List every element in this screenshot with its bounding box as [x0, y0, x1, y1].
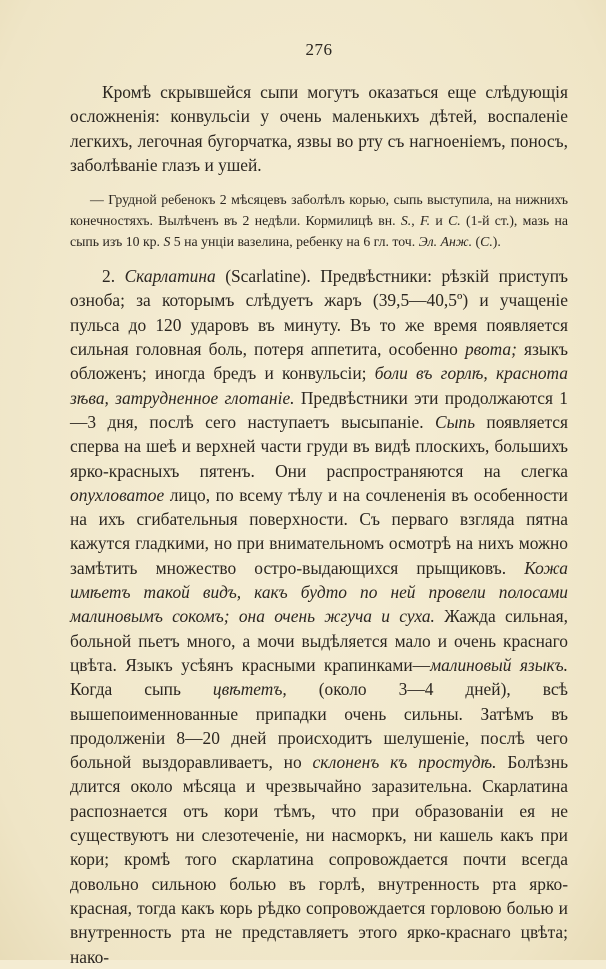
- scarlatina-text-8: Когда сыпь: [70, 679, 213, 700]
- page-number: 276: [305, 40, 333, 59]
- case-note-italic-6: C.: [480, 234, 493, 250]
- scarlatina-text-6: лицо, по всему тѣлу и на сочлененія въ особенности на ихъ сгибательныя поверхности. Съ перваго взгляда пятна кажутся гладкими, но при внимательномъ осмотрѣ на нихъ можно замѣтить множество остро-выдающихся прыщиковъ.: [70, 484, 568, 578]
- scarlatina-italic-6: Кожа имѣетъ такой видъ, какъ будто по ней провели полосами малиновымъ сокомъ; она очень жгуча и суха.: [70, 557, 568, 627]
- scarlatina-italic-3: боли въ горлѣ, краснота зѣва, затрудненное глотаніе.: [70, 363, 568, 408]
- case-note-text-7: ).: [492, 234, 501, 250]
- scarlatina-text-10: Болѣзнь длится около мѣсяца и чрезвычайно заразительна. Скарлатина распознается отъ кори тѣмъ, что при образованіи ея не существуютъ ни слезотеченіе, ни насморкъ, ни кашель какъ при кори; кромѣ того скарлатина сопровождается почти всегда довольно сильною болью въ горлѣ, внутренность рта ярко-красная, тогда какъ корь рѣдко сопровождается горловою болью и внутренность рта не представляетъ этого ярко-краснаго цвѣта; нако-: [70, 752, 569, 967]
- case-note-italic-2: F.: [419, 213, 431, 229]
- scarlatina-italic-5: опухловатое: [70, 484, 165, 505]
- paragraph-scarlatina: [70, 264, 568, 969]
- case-note-italic-1: S.: [400, 213, 412, 229]
- case-note-paragraph: [70, 189, 568, 252]
- scarlatina-italic-8: цвѣтетъ,: [212, 679, 287, 700]
- scarlatina-italic-9: склоненъ къ простудѣ.: [312, 752, 497, 773]
- case-note-text-6: (: [472, 234, 481, 250]
- case-note-text-3: и: [430, 213, 449, 229]
- case-note-text-4: (1-й ст.), мазь на сыпь изъ 10 кр.: [70, 213, 568, 250]
- case-note-italic-3: C.: [448, 213, 461, 229]
- case-note-text-2: ,: [411, 213, 420, 229]
- scarlatina-italic-2: рвота;: [464, 339, 517, 360]
- case-note-text-1: — Грудной ребенокъ 2 мѣсяцевъ заболѣлъ корью, сыпь выступила, на нижнихъ конечностяхъ. Вылѣченъ въ 2 недѣли. Кормилицѣ вн.: [70, 192, 568, 229]
- case-note-italic-4: S: [163, 234, 171, 250]
- scarlatina-italic-1: Скарлатина: [124, 266, 216, 287]
- scarlatina-text-2: (Scarlatine). Предвѣстники: рѣзкій приступъ озноба; за которымъ слѣдуетъ жаръ (39,5—40,5º) и учащеніе пульса до 120 ударовъ въ минуту. Въ то же время появляется сильная головная боль, потеря аппетита, особенно: [70, 266, 569, 360]
- scarlatina-text-5: появляется сперва на шеѣ и верхней части груди въ видѣ плоскихъ, большихъ ярко-красныхъ пятенъ. Они распространяются на слегка: [70, 411, 568, 481]
- scarlatina-text-4: Предвѣстники эти продолжаются 1—3 дня, послѣ сего наступаетъ высыпаніе.: [70, 387, 568, 432]
- scarlatina-text-3: языкъ обложенъ; иногда бредъ и конвульсіи;: [70, 339, 569, 384]
- scarlatina-italic-7: малиновый языкъ.: [430, 654, 569, 675]
- case-note-italic-5: Эл. Анж.: [418, 234, 473, 250]
- scarlatina-italic-4: Сыпь: [435, 411, 476, 432]
- scarlatina-text-1: 2.: [102, 266, 125, 287]
- scarlatina-text-9: (около 3—4 дней), всѣ вышепоименнованные припадки очень сильны. Затѣмъ въ продолженіи 8—20 дней происходитъ шелушеніе, послѣ чего больной выздоравливаетъ, но: [70, 679, 568, 773]
- scarlatina-text-7: Жажда сильная, больной пьетъ много, а мочи выдѣляется мало и очень краснаго цвѣта. Языкъ усѣянъ красными крапинками—: [70, 606, 568, 675]
- case-note-text-5: 5 на унціи вазелина, ребенку на 6 гл. точ.: [170, 234, 419, 250]
- paragraph-complications: Кромѣ скрывшейся сыпи могутъ оказаться еще слѣдующія осложненія: конвульсіи у очень маленькихъ дѣтей, воспаленіе легкихъ, легочная бугорчатка, язвы во рту съ нагноеніемъ, поносъ, заболѣваніе глазъ и ушей.: [70, 82, 568, 175]
